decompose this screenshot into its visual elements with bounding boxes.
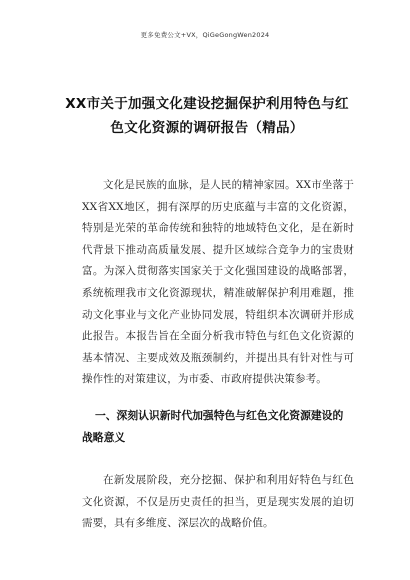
header-note: 更多免费公文+VX，QiGeGongWen2024	[140, 31, 270, 39]
section-paragraph: 在新发展阶段，充分挖掘、保护和利用好特色与红色文化资源，不仅是历史责任的担当，更是现实发展的迫切需要，具有多维度、深层次的战略价值。	[82, 474, 354, 530]
document-title: XX市关于加强文化建设挖掘保护利用特色与红色文化资源的调研报告（精品）	[65, 96, 349, 136]
intro-paragraph: 文化是民族的血脉，是人民的精神家园。XX市坐落于XX省XX地区，拥有深厚的历史底蕴与丰富的文化资源，特别是光荣的革命传统和独特的地域特色文化，是在新时代背景下推动高质量发展、提升区域综合竞争力的宝贵财富。为深入贯彻落实国家关于文化强国建设的战略部署，系统梳理我市文化资源现状，精准破解保护利用难题，推动文化事业与文化产业协同发展，特组织本次调研并形成此报告。本报告旨在全面分析我市特色与红色文化资源的基本情况、主要成效及瓶颈制约，并提出具有针对性与可操作性的对策建议，为市委、市政府提供决策参考。	[82, 179, 354, 386]
section-heading: 一、深刻认识新时代加强特色与红色文化资源建设的战略意义	[82, 409, 344, 444]
